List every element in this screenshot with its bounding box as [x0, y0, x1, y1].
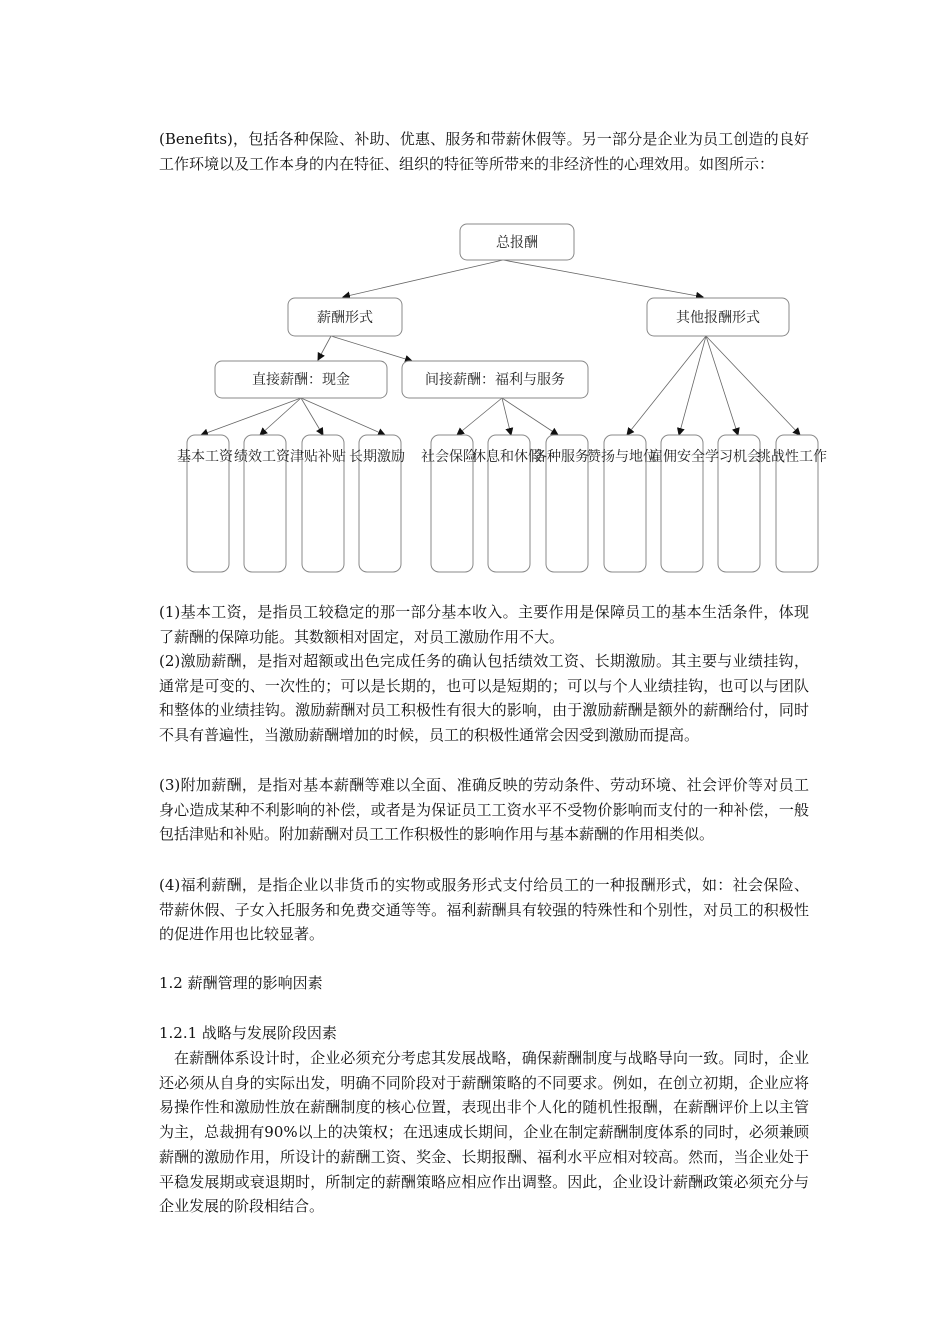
node-indirect-pay-label: 间接薪酬：福利与服务 — [425, 372, 565, 388]
leaf-label-long-term-incentive: 长期激励 — [349, 449, 405, 465]
node-salary-forms-label: 薪酬形式 — [317, 310, 373, 326]
node-other-forms-label: 其他报酬形式 — [676, 310, 760, 326]
node-direct-pay — [215, 361, 387, 398]
leaf-label-praise-status: 赞扬与地位 — [587, 449, 657, 465]
leaf-label-base-pay: 基本工资 — [177, 449, 233, 465]
leaf-label-job-security: 雇佣安全 — [649, 449, 705, 465]
leaf-label-services: 各种服务 — [533, 449, 589, 465]
leaf-labels — [177, 448, 827, 465]
compensation-structure-diagram — [0, 0, 950, 600]
node-indirect-pay — [402, 361, 588, 398]
leaf-label-learning: 学习机会 — [705, 449, 761, 465]
item-incentive-pay: (2)激励薪酬，是指对超额或出色完成任务的确认包括绩效工资、长期激励。其主要与业绩挂钩，通常是可变的、一次性的；可以是长期的，也可以是短期的；可以与个人业绩挂钩，也可以与团队和整体的业绩挂钩。激励薪酬对员工积极性有很大的影响，由于激励薪酬是额外的薪酬给付，同时不具有普遍性，当激励薪酬增加的时候，员工的积极性通常会因受到激励而提高。 — [159, 652, 809, 745]
node-direct-pay-label: 直接薪酬：现金 — [252, 372, 350, 388]
leaf-label-performance-pay: 绩效工资 — [234, 449, 290, 465]
node-root — [460, 224, 574, 260]
node-root-label: 总报酬 — [496, 235, 538, 251]
diagram-connectors — [201, 260, 800, 435]
leaf-label-challenging-work: 挑战性工作 — [757, 449, 827, 465]
subsection-heading: 1.2.1 战略与发展阶段因素 — [159, 1024, 337, 1042]
node-other-forms — [647, 298, 789, 336]
leaf-label-rest-and-leave: 休息和休假 — [472, 449, 542, 465]
item-additional-pay: (3)附加薪酬，是指对基本薪酬等难以全面、准确反映的劳动条件、劳动环境、社会评价等对员工身心造成某种不利影响的补偿，或者是为保证员工工资水平不受物价影响而支付的一种补偿，一般包括津贴和补贴。附加薪酬对员工工作积极性的影响作用与基本薪酬的作用相类似。 — [159, 776, 809, 844]
item-base-pay: (1)基本工资，是指员工较稳定的那一部分基本收入。主要作用是保障员工的基本生活条件，体现了薪酬的保障功能。其数额相对固定，对员工激励作用不大。 — [159, 603, 809, 646]
leaf-label-allowances: 津贴补贴 — [290, 449, 346, 465]
intro-paragraph: (Benefits)，包括各种保险、补助、优惠、服务和带薪休假等。另一部分是企业为员工创造的良好工作环境以及工作本身的内在特征、组织的特征等所带来的非经济性的心理效用。如图所示： — [159, 130, 809, 173]
leaf-label-social-insurance: 社会保险 — [421, 449, 477, 465]
node-salary-forms — [288, 298, 402, 336]
subsection-body: 在薪酬体系设计时，企业必须充分考虑其发展战略，确保薪酬制度与战略导向一致。同时，企业还必须从自身的实际出发，明确不同阶段对于薪酬策略的不同要求。例如，在创立初期，企业应将易操作性和激励性放在薪酬制度的核心位置，表现出非个人化的随机性报酬，在薪酬评价上以主管为主，总裁拥有90%以上的决策权；在迅速成长期间，企业在制定薪酬制度体系的同时，必须兼顾薪酬的激励作用，所设计的薪酬工资、奖金、长期报酬、福利水平应相对较高。然而，当企业处于平稳发展期或衰退期时，所制定的薪酬策略应相应作出调整。因此，企业设计薪酬政策必须充分与企业发展的阶段相结合。 — [159, 1049, 809, 1216]
item-welfare-pay: (4)福利薪酬，是指企业以非货币的实物或服务形式支付给员工的一种报酬形式，如：社会保险、带薪休假、子女入托服务和免费交通等等。福利薪酬具有较强的特殊性和个别性，对员工的积极性的促进作用也比较显著。 — [159, 876, 809, 944]
section-heading: 1.2 薪酬管理的影响因素 — [159, 974, 323, 992]
